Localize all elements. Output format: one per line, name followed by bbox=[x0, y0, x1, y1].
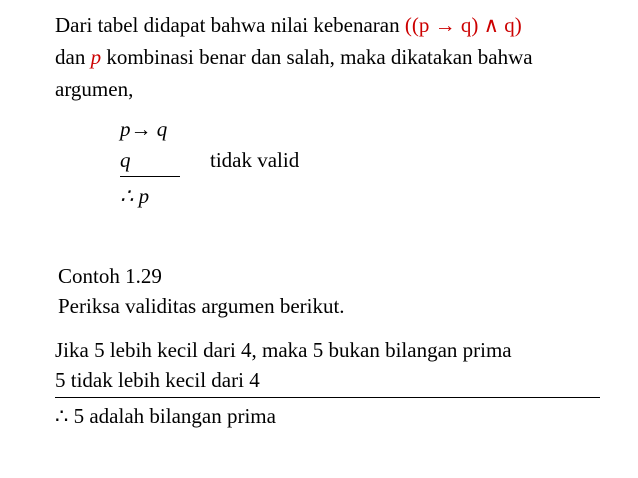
intro-line-3: argumen, bbox=[55, 77, 134, 101]
intro-line-2 bbox=[55, 47, 533, 68]
example-title: Contoh 1.29 bbox=[58, 264, 162, 288]
intro-line-1 bbox=[55, 15, 522, 36]
intro-line-1-text: Dari tabel didapat bahwa nilai kebenaran bbox=[55, 13, 400, 37]
example-instruction: Periksa validitas argumen berikut. bbox=[58, 294, 345, 318]
intro-formula: ((p → q) ∧ q) bbox=[404, 13, 522, 37]
argument1-verdict: tidak valid bbox=[210, 148, 300, 172]
argument2-divider bbox=[55, 397, 600, 398]
argument1-divider bbox=[120, 176, 180, 177]
intro-line-2-rest: kombinasi benar dan salah, maka dikatakan bahwa bbox=[106, 45, 533, 69]
argument2-conclusion: ∴ 5 adalah bilangan prima bbox=[55, 404, 276, 428]
argument2-premise-1: Jika 5 lebih kecil dari 4, maka 5 bukan bilangan prima bbox=[55, 338, 512, 362]
argument1-premise-2: q bbox=[120, 148, 131, 172]
intro-line-2-prefix: dan bbox=[55, 45, 86, 69]
intro-variable-p: p bbox=[90, 45, 102, 69]
argument1-conclusion: ∴ p bbox=[120, 184, 150, 208]
argument1-premise-1: p→ q bbox=[120, 117, 168, 141]
argument2-premise-2: 5 tidak lebih kecil dari 4 bbox=[55, 368, 260, 392]
